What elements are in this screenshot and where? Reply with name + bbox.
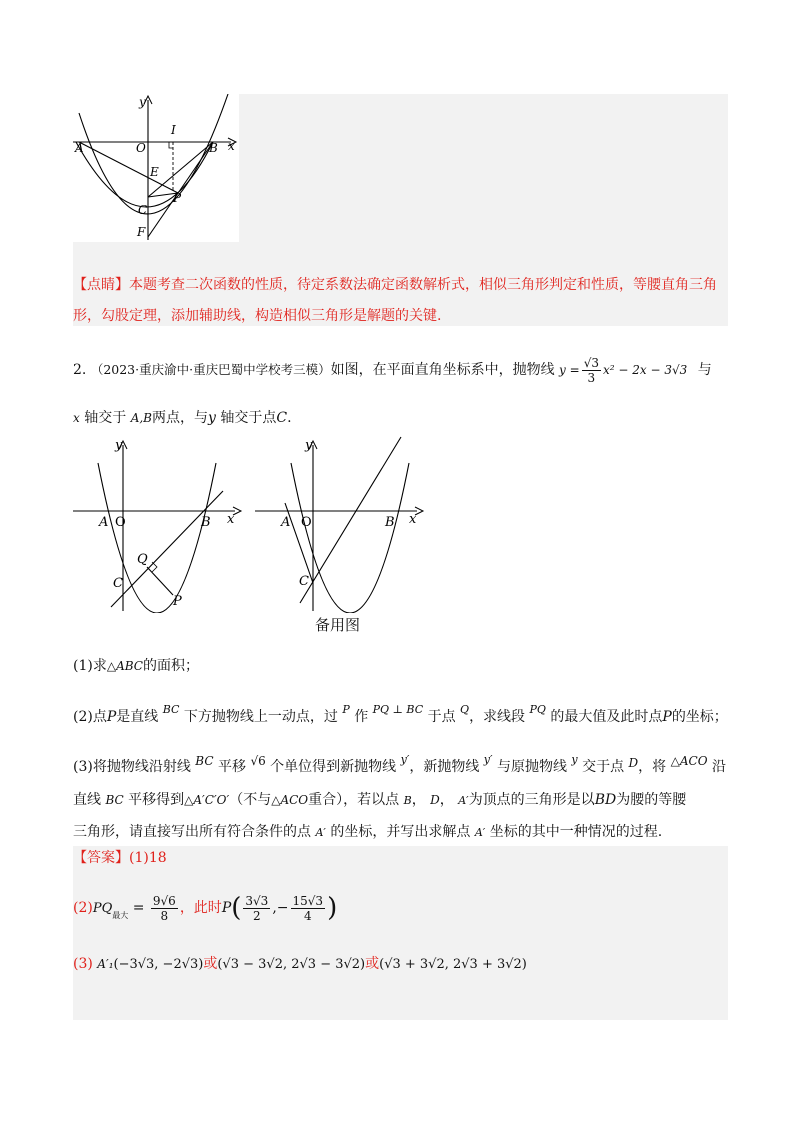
p2-P3: P (662, 709, 672, 725)
answer-label: 【答案】 (73, 850, 129, 866)
p2-PQ: PQ (529, 703, 546, 716)
equation-rest: x² − 2x − 3√3 (602, 363, 688, 377)
fig1-label-x: x (228, 139, 235, 153)
question-intro: 如图，在平面直角坐标系中，抛物线 (330, 362, 555, 378)
p3-triangle-ACO: △ACO (670, 754, 708, 768)
part-3-line-3 (73, 822, 662, 843)
q-text-b: 两点，与 (152, 410, 208, 426)
answer-2-paren-open: ( (231, 893, 242, 923)
figure-3-caption: 备用图 (315, 616, 361, 634)
p2-text-f: ，求线段 (469, 709, 526, 725)
fig2-label-P: P (173, 594, 182, 609)
question-intro-b: 与 (697, 362, 712, 378)
question-number: 2. (73, 362, 87, 378)
p3-A-prime-3: A′ (474, 826, 486, 839)
answer-3-prefix: (3) (73, 956, 93, 972)
fig1-label-F: F (137, 225, 146, 239)
p3-sqrt6: √6 (250, 754, 266, 768)
answer-line-3 (73, 954, 527, 975)
answer-2-paren-close: ) (327, 893, 338, 923)
p3-text-o: 为顶点的三角形是以 (468, 792, 595, 808)
p2-text-g: 的最大值及此时点 (550, 709, 663, 725)
answer-2-comma: , (272, 900, 277, 916)
fig1-label-I: I (171, 123, 176, 137)
part-3-line-1 (73, 750, 726, 777)
p3-BC: BC (195, 754, 214, 768)
fig2-label-Q: Q (137, 552, 148, 567)
remark-line-2 (73, 306, 441, 326)
p3-A-prime: A′ (458, 794, 469, 807)
p3-text-s: 坐标的其中一种情况的过程. (489, 824, 663, 840)
p1-text-b: 的面积； (142, 658, 199, 674)
answer-1: (1)18 (129, 850, 167, 866)
p3-text-a: (3)将抛物线沿射线 (73, 759, 191, 775)
answer-3-or-1: 或 (203, 956, 218, 972)
equation-num: √3 (583, 355, 599, 370)
p3-BD: BD (594, 792, 617, 808)
p3-text-g: ，将 (638, 759, 667, 775)
p3-triangle-ACO-2: △ACO (271, 793, 309, 807)
fig2-label-O: O (115, 515, 126, 530)
p2-Q: Q (460, 703, 470, 716)
fig3-label-B: B (385, 515, 395, 530)
p3-B: B (403, 794, 412, 807)
p3-text-f: 交于点 (582, 759, 625, 775)
p3-text-l: 重合），若以点 (308, 792, 400, 808)
equation-y: y = (559, 363, 580, 377)
remark-text-2: 形，勾股定理，添加辅助线，构造相似三角形是解题的关键. (73, 308, 442, 324)
equation-fraction (582, 356, 601, 385)
answer-3-coord-2: (√3 − 3√2, 2√3 − 3√2) (217, 957, 366, 972)
fig2-label-C: C (113, 576, 123, 591)
p3-text-k: （不与 (229, 792, 272, 808)
q-AB: A,B (130, 411, 152, 425)
figure-1-graph (73, 94, 239, 242)
p1-text-a: (1)求 (73, 658, 107, 674)
p3-text-m: ， (411, 792, 426, 808)
answer-2-coord-2 (291, 894, 326, 923)
part-2 (73, 700, 728, 727)
answer-2-P: P (221, 900, 232, 916)
q-text-c: 轴交于点 (220, 410, 277, 426)
fig1-label-E: E (150, 165, 159, 179)
p3-text-q: 三角形，请直接写出所有符合条件的点 (73, 824, 311, 840)
question-line-2 (73, 408, 292, 428)
p3-BC-2: BC (105, 793, 124, 807)
q-x: x (73, 411, 80, 425)
fig3-label-C: C (299, 574, 309, 589)
answer-2-c1-num: 3√3 (245, 893, 269, 908)
p3-D: D (628, 756, 639, 770)
answer-line-2 (73, 888, 337, 928)
p2-text-b: 是直线 (116, 709, 159, 725)
answer-2-fraction (151, 894, 178, 923)
answer-2-c2-den: 4 (303, 908, 312, 923)
fig2-label-A: A (99, 515, 109, 530)
answer-line-1 (73, 848, 167, 868)
remark-text-1: 本题考查二次函数的性质，待定系数法确定函数解析式，相似三角形判定和性质，等腰直角三角 (129, 277, 717, 293)
answer-3-coord-3: (√3 + 3√2, 2√3 + 3√2) (379, 957, 527, 972)
answer-3-coord-1: (−3√3, −2√3) (113, 957, 204, 972)
fig2-label-x: x (227, 512, 235, 527)
p3-D-2: D (430, 793, 440, 807)
fig1-label-O: O (136, 141, 146, 155)
fig3-label-A: A (281, 515, 291, 530)
p2-text-d: 作 (354, 709, 369, 725)
answer-2-prefix: (2) (73, 900, 93, 916)
fig3-label-x: x (409, 512, 417, 527)
p3-text-p: 为腰的等腰 (616, 792, 687, 808)
p2-P: P (106, 709, 117, 725)
answer-2-c1-den: 2 (253, 908, 261, 923)
p3-y-prime-2: y′ (483, 753, 493, 766)
answer-2-den: 8 (160, 908, 169, 923)
p2-BC: BC (162, 703, 180, 716)
p2-P2: P (342, 703, 350, 716)
p3-text-d: ，新抛物线 (409, 759, 480, 775)
p3-A-prime-2: A′ (315, 826, 326, 839)
answer-shaded-panel (73, 846, 728, 1020)
fig2-label-y: y (115, 438, 123, 453)
fig1-label-C: C (138, 203, 148, 217)
answer-2-minus: − (276, 900, 289, 916)
fig1-label-P: P (173, 191, 182, 205)
p3-text-j: 平移得到 (128, 792, 185, 808)
p2-text-a: (2)点 (73, 709, 107, 725)
answer-2-c2-num: 15√3 (292, 893, 324, 908)
answer-2-equals: = (132, 900, 145, 916)
q-end: . (287, 410, 292, 426)
q-y: y (208, 410, 216, 426)
answer-2-coord-1 (243, 894, 270, 923)
fig2-label-B: B (201, 515, 211, 530)
answer-2-mid: ，此时 (179, 900, 222, 916)
figure-3-graph (255, 433, 430, 613)
p3-triangle-prime: △A′C′O′ (184, 793, 230, 807)
q-C: C (276, 410, 288, 426)
p3-text-n: ， (439, 792, 454, 808)
p1-triangle: △ABC (106, 659, 143, 673)
p2-text-c: 下方抛物线上一动点，过 (183, 709, 338, 725)
part-1 (73, 656, 199, 676)
fig3-label-O: O (301, 515, 312, 530)
p3-text-b: 平移 (217, 759, 246, 775)
p2-text-h: 的坐标； (671, 709, 728, 725)
figure-2-graph (73, 433, 248, 613)
fig1-label-A: A (75, 141, 84, 155)
q-text-a: 轴交于 (84, 410, 127, 426)
fig1-label-y: y (139, 95, 146, 109)
part-3-line-2 (73, 790, 686, 811)
answer-2-num: 9√6 (152, 893, 176, 908)
p3-y-prime: y′ (400, 753, 410, 766)
fig1-label-B: B (209, 141, 218, 155)
answer-3-or-2: 或 (365, 956, 380, 972)
p3-text-c: 个单位得到新抛物线 (270, 759, 397, 775)
p3-y: y (571, 753, 578, 766)
p3-text-i: 直线 (73, 792, 101, 808)
equation-den: 3 (587, 370, 596, 385)
question-line-1 (73, 352, 712, 388)
p2-text-e: 于点 (427, 709, 456, 725)
fig3-label-y: y (305, 438, 313, 453)
answer-2-subscript: 最大 (112, 911, 129, 920)
p3-text-r: 的坐标，并写出求解点 (330, 824, 471, 840)
remark-prefix: 【点睛】 (73, 277, 129, 293)
answer-3-A-prime: A′₁ (97, 957, 114, 971)
p3-text-e: 与原抛物线 (496, 759, 567, 775)
remark-line-1 (73, 275, 717, 295)
question-source: （2023·重庆渝中·重庆巴蜀中学校考三模） (90, 362, 331, 377)
p3-text-h: 沿 (712, 759, 726, 775)
answer-2-PQ: PQ (92, 901, 113, 916)
p2-PQ-perp: PQ ⊥ BC (372, 703, 424, 716)
